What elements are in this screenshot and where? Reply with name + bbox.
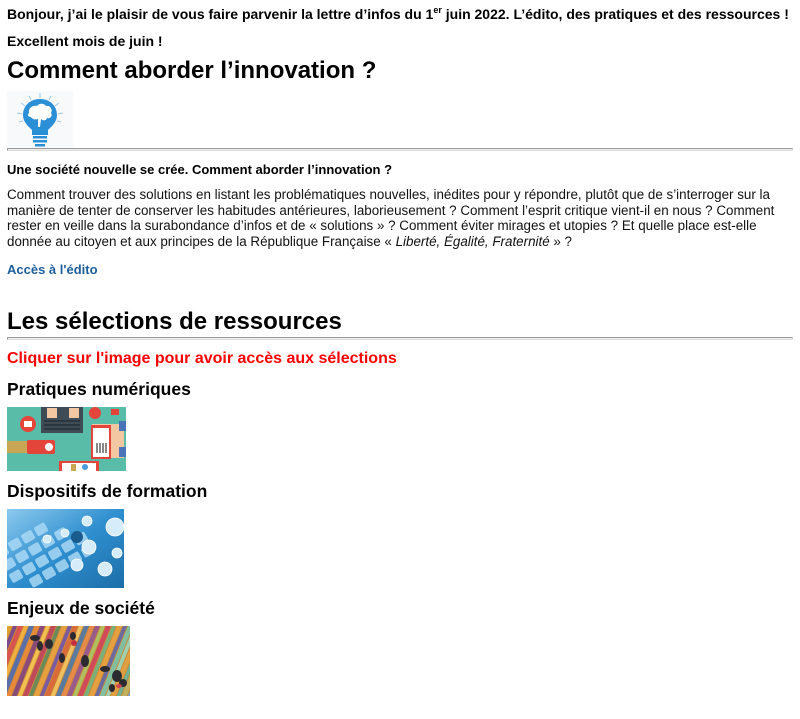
category-image-enjeux[interactable]	[7, 626, 130, 696]
month-greeting: Excellent mois de juin !	[7, 33, 163, 49]
intro-line	[7, 0, 793, 23]
intro-text: Bonjour, j’ai le plaisir de vous faire parvenir la lettre d’infos du 1	[7, 6, 434, 22]
resources-title: Les sélections de ressources	[7, 308, 342, 335]
edito-subtitle: Une société nouvelle se crée. Comment aborder l’innovation ?	[7, 162, 393, 177]
resources-instruction: Cliquer sur l'image pour avoir accès aux sélections	[7, 350, 397, 367]
section-divider	[7, 337, 793, 340]
edito-link[interactable]: Accès à l'édito	[7, 262, 98, 277]
category-image-pratiques[interactable]	[7, 407, 126, 471]
edito-title: Comment aborder l’innovation ?	[7, 57, 377, 84]
edito-body-motto: Liberté, Égalité, Fraternité	[395, 233, 550, 249]
category-image-dispositifs[interactable]	[7, 509, 124, 588]
intro-superscript: er	[433, 5, 442, 15]
edito-body-end: » ?	[549, 233, 573, 249]
category-title-enjeux: Enjeux de société	[7, 598, 155, 618]
lightbulb-brain-icon	[7, 91, 73, 148]
section-divider	[7, 148, 793, 151]
category-title-dispositifs: Dispositifs de formation	[7, 481, 208, 501]
category-title-pratiques: Pratiques numériques	[7, 379, 191, 399]
intro-text-end: juin 2022. L’édito, des pratiques et des ressources !	[441, 6, 789, 22]
edito-body-text: Comment trouver des solutions en listant les problématiques nouvelles, inédites pour y répondre, plutôt que de s’interroger sur la manière de tenter de conserver les habitudes antérieures, laborieusement ? Comment l’esprit critique vient-il en nous ? Comment rester en veille dans la surabondance d’infos et de « solutions » ? Comment éviter mirages et utopies ? Et quelle place est-elle donnée au citoyen et aux principes de la République Française «	[7, 187, 775, 249]
edito-body	[7, 187, 793, 249]
